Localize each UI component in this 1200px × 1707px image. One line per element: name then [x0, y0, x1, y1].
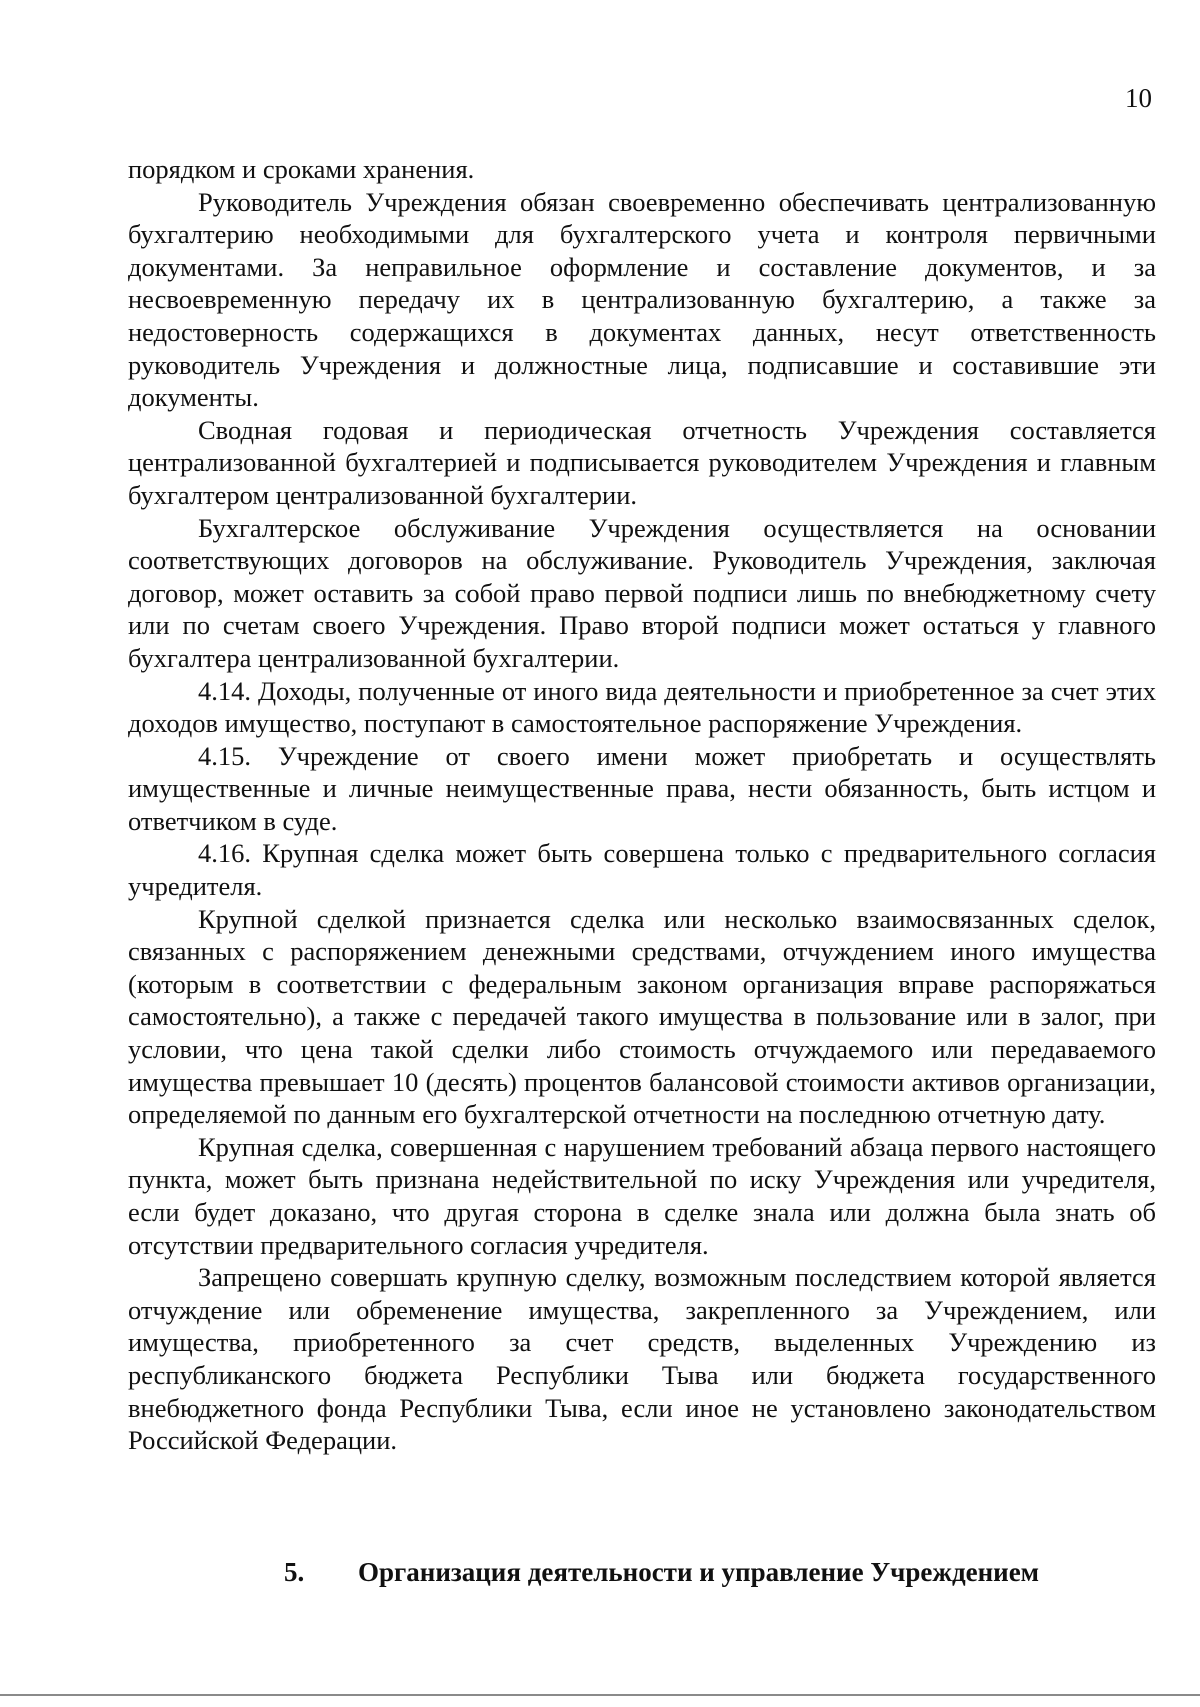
- section-title: Организация деятельности и управление Учреждением: [358, 1557, 1040, 1587]
- paragraph-major-deal-invalidity: Крупная сделка, совершенная с нарушением требований абзаца первого настоящего пункта, может быть признана недействительной по иску Учреждения или учредителя, если будет доказано, что другая сторона в сделке знала или должна была знать об отсутствии предварительного согласия учредителя.: [128, 1131, 1156, 1260]
- paragraph-4-14: 4.14. Доходы, полученные от иного вида деятельности и приобретенное за счет этих доходов имущество, поступают в самостоятельное распоряжение Учреждения.: [128, 675, 1156, 739]
- paragraph-summary-reporting: Сводная годовая и периодическая отчетность Учреждения составляется централизованной бухгалтерией и подписывается руководителем Учреждения и главным бухгалтером централизованной бухгалтерии.: [128, 414, 1156, 510]
- paragraph-head-responsibility: Руководитель Учреждения обязан своевременно обеспечивать централизованную бухгалтерию необходимыми для бухгалтерского учета и контроля первичными документами. За неправильное оформление и составление документов, и за несвоевременную передачу их в централизованную бухгалтерию, а также за недостоверность содержащихся в документах данных, несут ответственность руководитель Учреждения и должностные лица, подписавшие и составившие эти документы.: [128, 186, 1156, 413]
- scan-edge-rule: [0, 1694, 1200, 1696]
- paragraph-4-15: 4.15. Учреждение от своего имени может приобретать и осуществлять имущественные и личные неимущественные права, нести обязанность, быть истцом и ответчиком в суде.: [128, 740, 1156, 836]
- page-number: 10: [1125, 83, 1152, 113]
- paragraph-major-deal-definition: Крупной сделкой признается сделка или несколько взаимосвязанных сделок, связанных с распоряжением денежными средствами, отчуждением иного имущества (которым в соответствии с федеральным законом организация вправе распоряжаться самостоятельно), а также с передачей такого имущества в пользование или в залог, при условии, что цена такой сделки либо стоимость отчуждаемого или передаваемого имущества превышает 10 (десять) процентов балансовой стоимости активов организации, определяемой по данным его бухгалтерской отчетности на последнюю отчетную дату.: [128, 903, 1156, 1130]
- paragraph-4-16: 4.16. Крупная сделка может быть совершена только с предварительного согласия учредителя.: [128, 838, 1156, 902]
- paragraph-major-deal-prohibition: Запрещено совершать крупную сделку, возможным последствием которой является отчуждение или обременение имущества, закрепленного за Учреждением, или имущества, приобретенного за счет средств, выделенных Учреждению из республиканского бюджета Республики Тыва или бюджета государственного внебюджетного фонда Республики Тыва, если иное не установлено законодательством Российской Федерации.: [128, 1262, 1156, 1456]
- document-body: [128, 153, 1156, 1457]
- paragraph-continuation: порядком и сроками хранения.: [128, 154, 475, 184]
- paragraph-accounting-service: Бухгалтерское обслуживание Учреждения осуществляется на основании соответствующих договоров на обслуживание. Руководитель Учреждения, заключая договор, может оставить за собой право первой подписи лишь по внебюджетному счету или по счетам своего Учреждения. Право второй подписи может остаться у главного бухгалтера централизованной бухгалтерии.: [128, 512, 1156, 673]
- section-number: 5.: [284, 1557, 305, 1587]
